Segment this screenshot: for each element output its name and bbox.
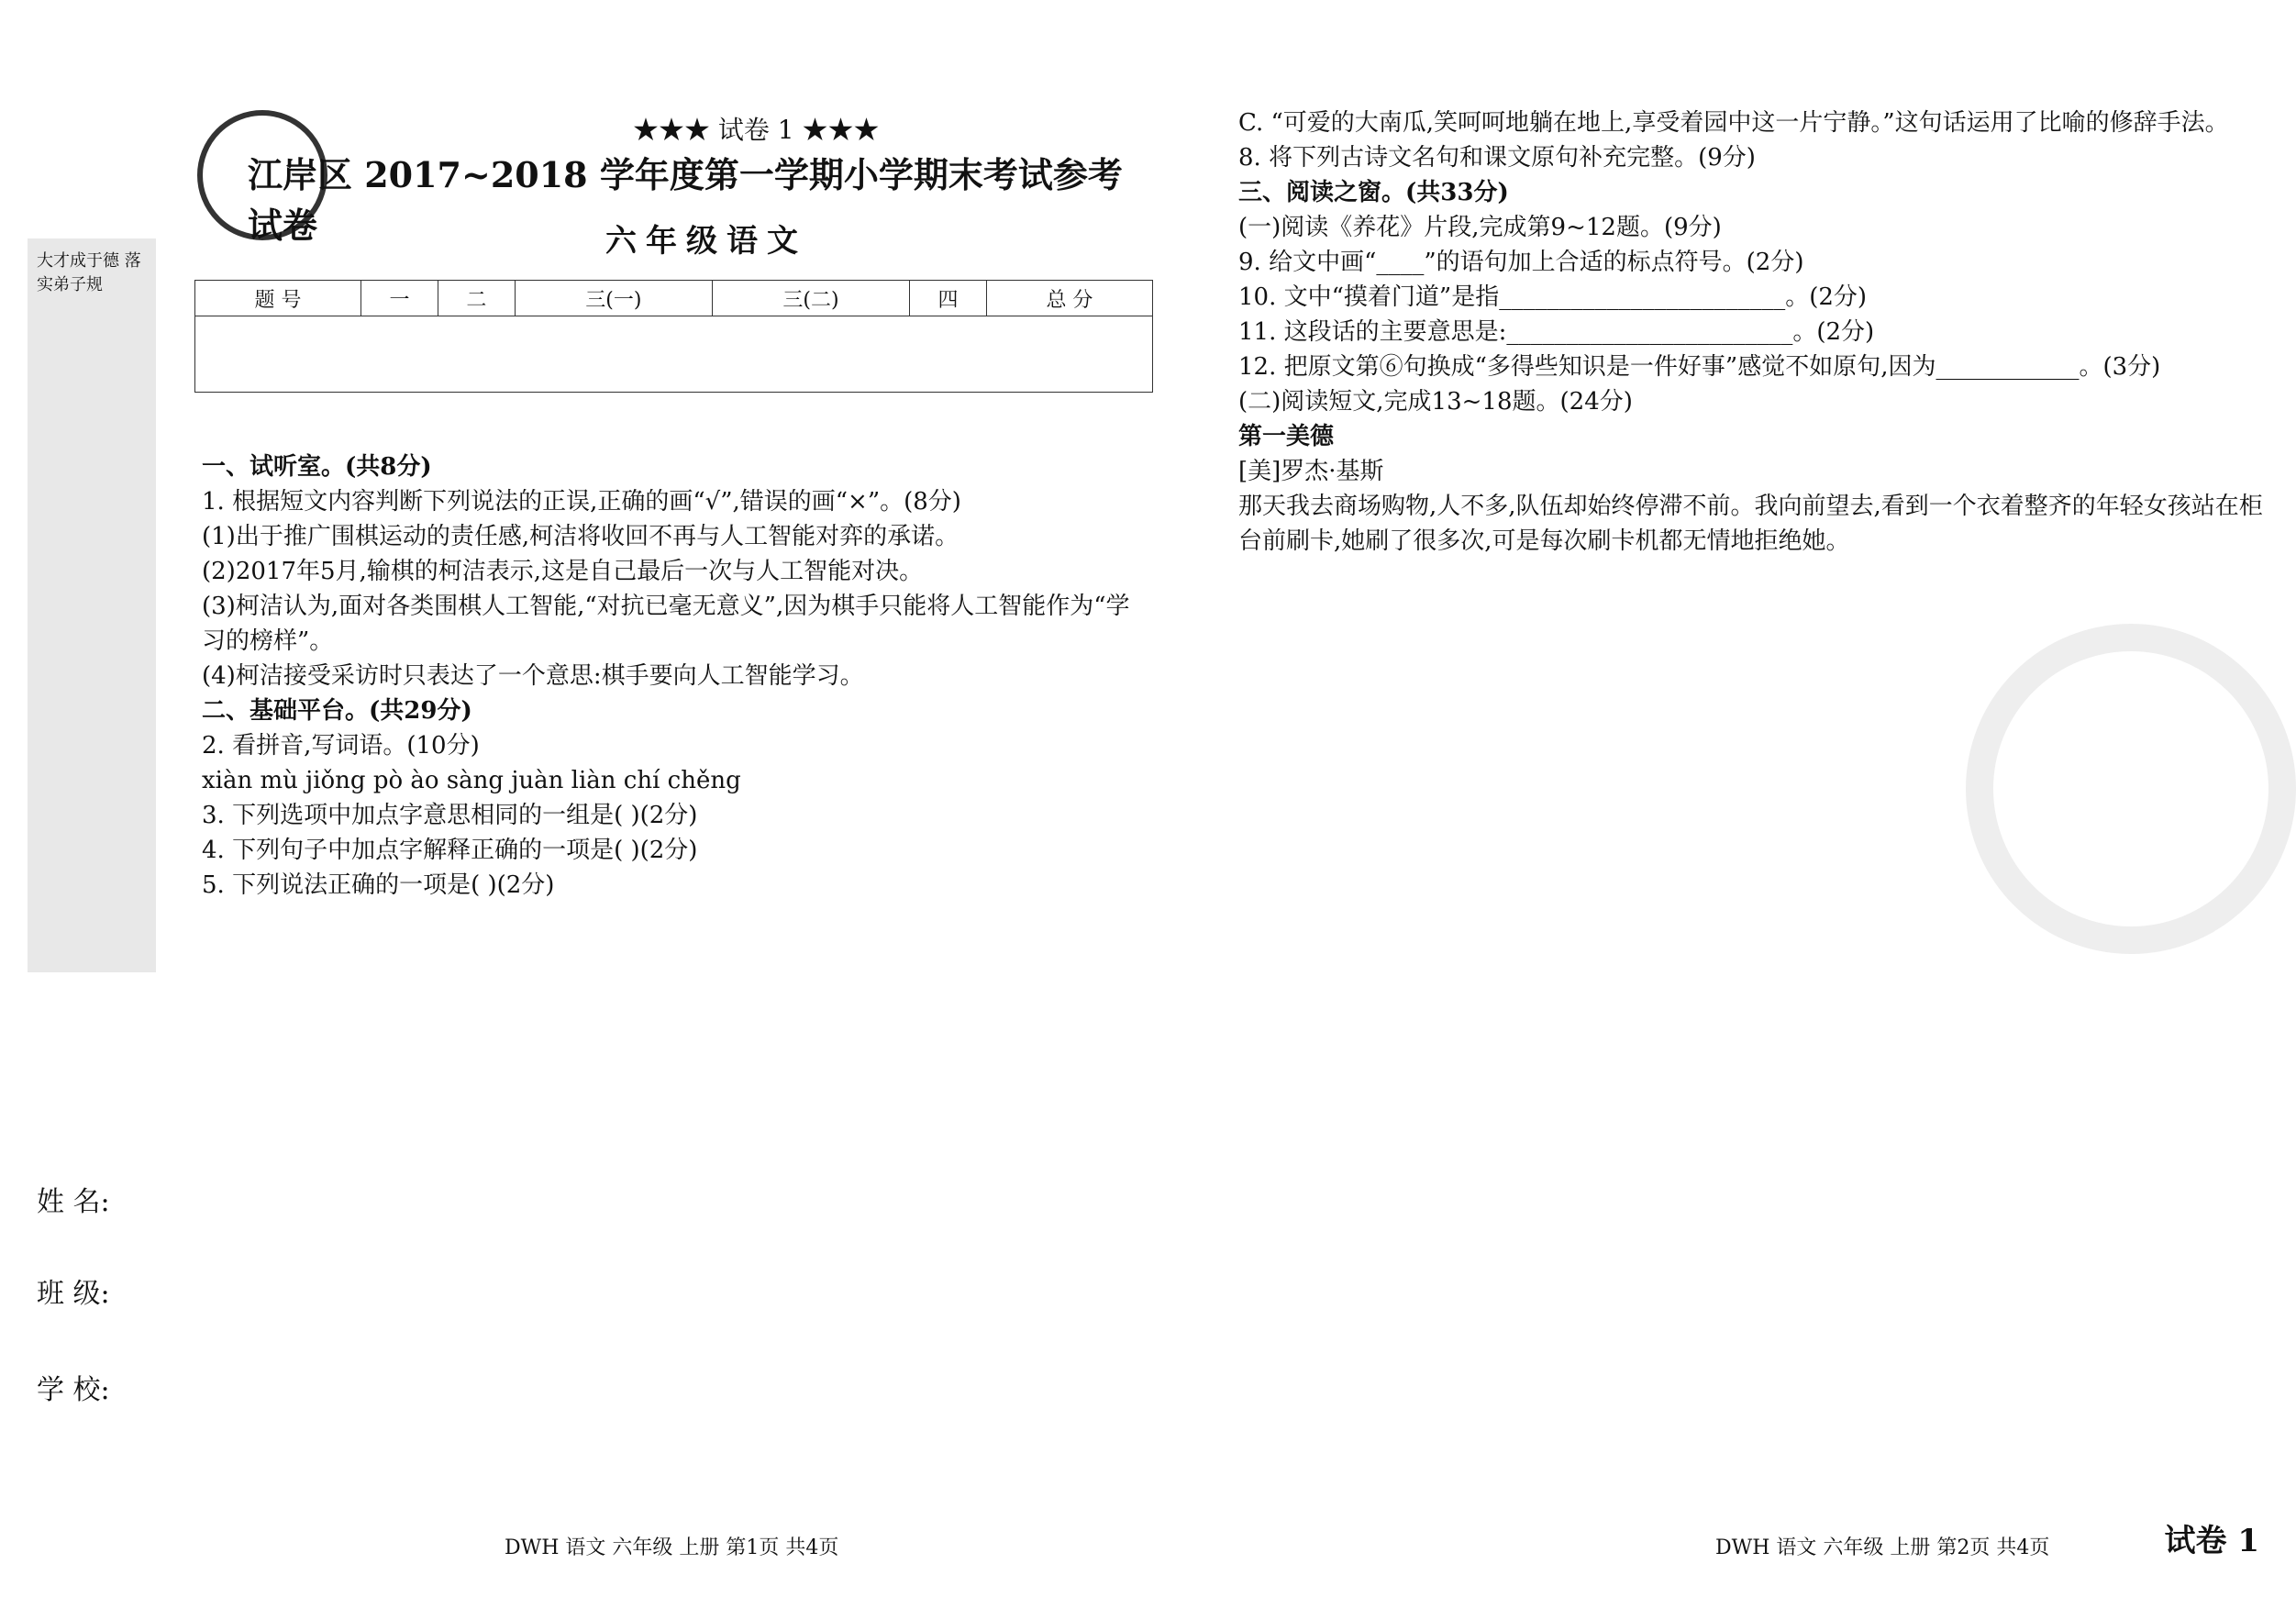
text-line: 第一美德 (1238, 423, 1335, 450)
right-content (1238, 105, 2275, 559)
score-header-5: 四 (910, 281, 987, 316)
text-line: 3. 下列选项中加点字意思相同的一组是( )(2分) (202, 802, 698, 829)
text-line: (一)阅读《养花》片段,完成第9~12题。(9分) (1238, 214, 1722, 241)
sidebar-motto: 大才成于德 落实弟子规 (37, 251, 141, 294)
right-page (1211, 0, 2296, 1597)
score-table (194, 280, 1153, 393)
text-line: (1)出于推广围棋运动的责任感,柯洁将收回不再与人工智能对弈的承诺。 (202, 523, 959, 550)
text-line: 4. 下列句子中加点字解释正确的一项是( )(2分) (202, 837, 698, 864)
text-line: 2. 看拼音,写词语。(10分) (202, 732, 480, 760)
text-line: 9. 给文中画“____”的语句加上合适的标点符号。(2分) (1238, 249, 1804, 276)
text-line: [美]罗杰·基斯 (1238, 458, 1384, 485)
field-name: 姓 名: (37, 1186, 110, 1218)
text-line: (4)柯洁接受采访时只表达了一个意思:棋手要向人工智能学习。 (202, 662, 864, 690)
text-line: (3)柯洁认为,面对各类围棋人工智能,“对抗已毫无意义”,因为棋手只能将人工智能作为“学习的榜样”。 (202, 593, 1130, 655)
footer-left: DWH 语文 六年级 上册 第1页 共4页 (505, 1536, 839, 1559)
score-header-1: 一 (361, 281, 438, 316)
left-content (202, 449, 1147, 903)
text-line: 那天我去商场购物,人不多,队伍却始终停滞不前。我向前望去,看到一个衣着整齐的年轻女孩站在柜台前刷卡,她刷了很多次,可是每次刷卡机都无情地拒绝她。 (1238, 493, 2263, 555)
field-class: 班 级: (37, 1278, 110, 1310)
text-line: 三、阅读之窗。(共33分) (1238, 179, 1509, 206)
footer-right: DWH 语文 六年级 上册 第2页 共4页 (1715, 1536, 2050, 1559)
text-line: 8. 将下列古诗文名句和课文原句补充完整。(9分) (1238, 144, 1756, 172)
watermark-stamp (1966, 624, 2296, 954)
text-line: 12. 把原文第⑥句换成“多得些知识是一件好事”感觉不如原句,因为____________。(3分) (1238, 353, 2161, 381)
text-line: 11. 这段话的主要意思是:________________________。(2分) (1238, 318, 1875, 346)
text-line: 一、试听室。(共8分) (202, 453, 432, 481)
sidebar (28, 238, 156, 972)
score-header-2: 二 (438, 281, 515, 316)
text-line: 10. 文中“摸着门道”是指________________________。(2分) (1238, 283, 1868, 311)
badge: ★★★ 试卷 1 ★★★ (633, 115, 880, 145)
score-header-6: 总 分 (986, 281, 1152, 316)
text-line: C. “可爱的大南瓜,笑呵呵地躺在地上,享受着园中这一片宁静。”这句话运用了比喻的修辞手法。 (1238, 109, 2229, 137)
score-header-0: 题 号 (195, 281, 361, 316)
score-header-4: 三(二) (712, 281, 909, 316)
text-line: 二、基础平台。(共29分) (202, 697, 472, 725)
subtitle: 六年级语文 (605, 223, 807, 260)
page-title: 江岸区 2017~2018 学年度第一学期小学期末考试参考试卷 (248, 154, 1123, 246)
score-header-3: 三(一) (515, 281, 712, 316)
text-line: 1. 根据短文内容判断下列说法的正误,正确的画“√”,错误的画“×”。(8分) (202, 488, 961, 516)
text-line: xiàn mù jiǒng pò ào sàng juàn liàn chí chěng (202, 767, 741, 794)
text-line: (2)2017年5月,输棋的柯洁表示,这是自己最后一次与人工智能对决。 (202, 558, 924, 585)
corner-label: 试卷 1 (2164, 1523, 2259, 1559)
text-line: 5. 下列说法正确的一项是( )(2分) (202, 871, 555, 899)
field-school: 学 校: (37, 1374, 110, 1406)
text-line: (二)阅读短文,完成13~18题。(24分) (1238, 388, 1633, 416)
